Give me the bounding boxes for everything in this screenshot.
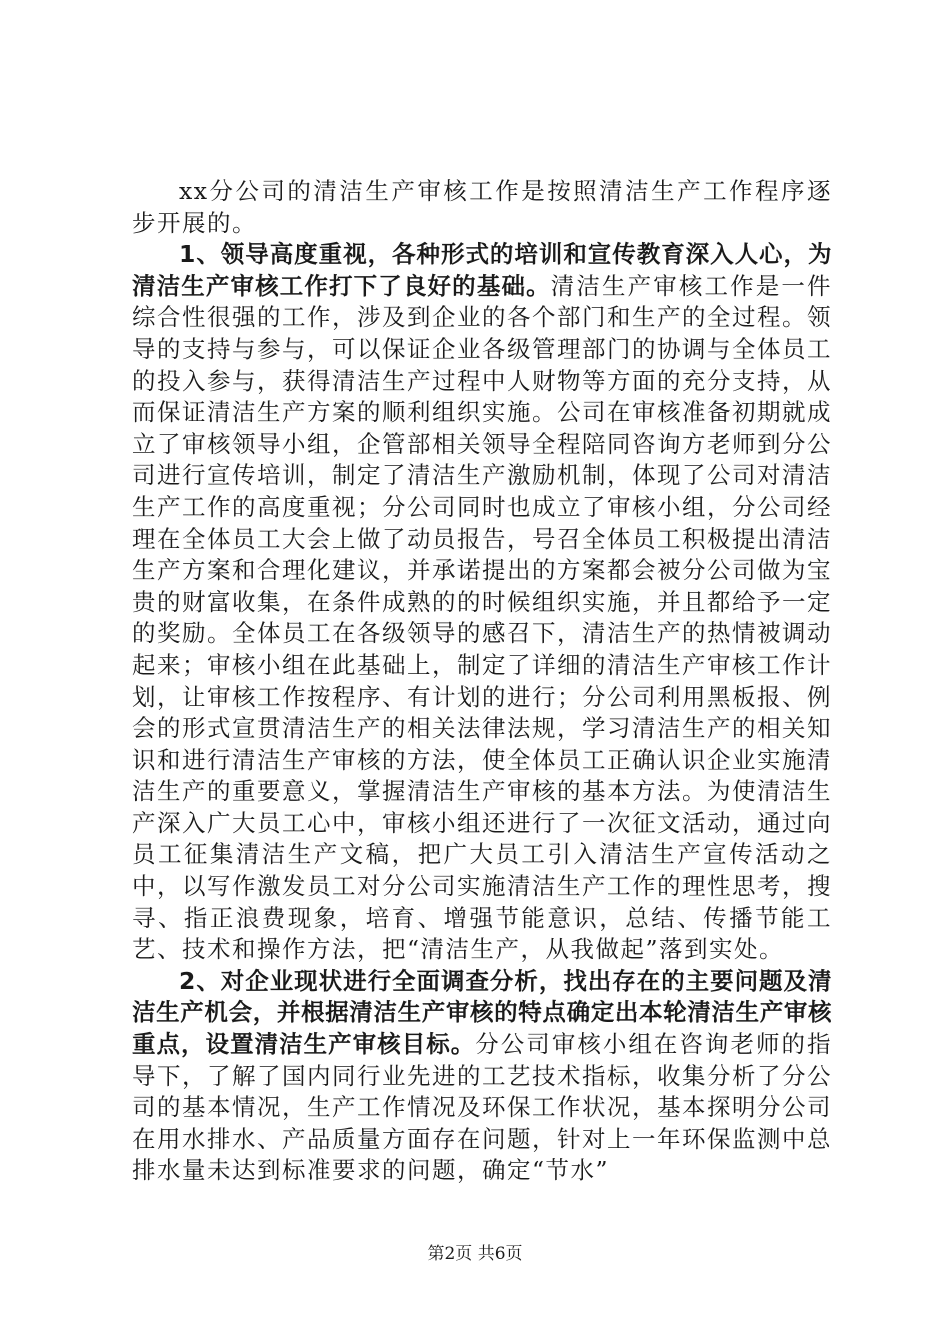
page-number-footer: 第2页 共6页 <box>427 1244 523 1264</box>
paragraph-heading: 1、领导高度重视，各种形式的培训和宣传教育深入人心，为清洁生产审核工作打下了良好的基础。 <box>132 240 832 300</box>
document-body <box>132 176 832 1187</box>
paragraph-text: 清洁生产审核工作是一件综合性很强的工作，涉及到企业的各个部门和生产的全过程。领导的支持与参与，可以保证企业各级管理部门的协调与全体员工的投入参与，获得清洁生产过程中人财物等方面的充分支持，从而保证清洁生产方案的顺利组织实施。公司在审核准备初期就成立了审核领导小组，企管部相关领导全程陪同咨询方老师到分公司进行宣传培训，制定了清洁生产激励机制，体现了公司对清洁生产工作的高度重视；分公司同时也成立了审核小组，分公司经理在全体员工大会上做了动员报告，号召全体员工积极提出清洁生产方案和合理化建议，并承诺提出的方案都会被分公司做为宝贵的财富收集，在条件成熟的的时候组织实施，并且都给予一定的奖励。全体员工在各级领导的感召下，清洁生产的热情被调动起来；审核小组在此基础上，制定了详细的清洁生产审核工作计划，让审核工作按程序、有计划的进行；分公司利用黑板报、例会的形式宣贯清洁生产的相关法律法规，学习清洁生产的相关知识和进行清洁生产审核的方法，使全体员工正确认识企业实施清洁生产的重要意义，掌握清洁生产审核的基本方法。为使清洁生产深入广大员工心中，审核小组还进行了一次征文活动，通过向员工征集清洁生产文稿，把广大员工引入清洁生产宣传活动之中，以写作激发员工对分公司实施清洁生产工作的理性思考，搜寻、指正浪费现象，培育、增强节能意识，总结、传播节能工艺、技术和操作方法，把“清洁生产，从我做起”落到实处。 <box>132 271 832 964</box>
paragraph-intro <box>132 176 832 239</box>
paragraph-survey <box>132 966 832 1187</box>
paragraph-leadership <box>132 239 832 966</box>
paragraph-text: 分公司审核小组在咨询老师的指导下，了解了国内同行业先进的工艺技术指标，收集分析了分公司的基本情况，生产工作情况及环保工作状况，基本探明分公司在用水排水、产品质量方面存在问题，针对上一年环保监测中总排水量未达到标准要求的问题，确定“节水” <box>132 1030 833 1185</box>
paragraph-text: xx分公司的清洁生产审核工作是按照清洁生产工作程序逐步开展的。 <box>132 177 832 237</box>
paragraph-heading: 2、对企业现状进行全面调查分析，找出存在的主要问题及清洁生产机会，并根据清洁生产审核的特点确定出本轮清洁生产审核重点，设置清洁生产审核目标。 <box>132 966 832 1059</box>
